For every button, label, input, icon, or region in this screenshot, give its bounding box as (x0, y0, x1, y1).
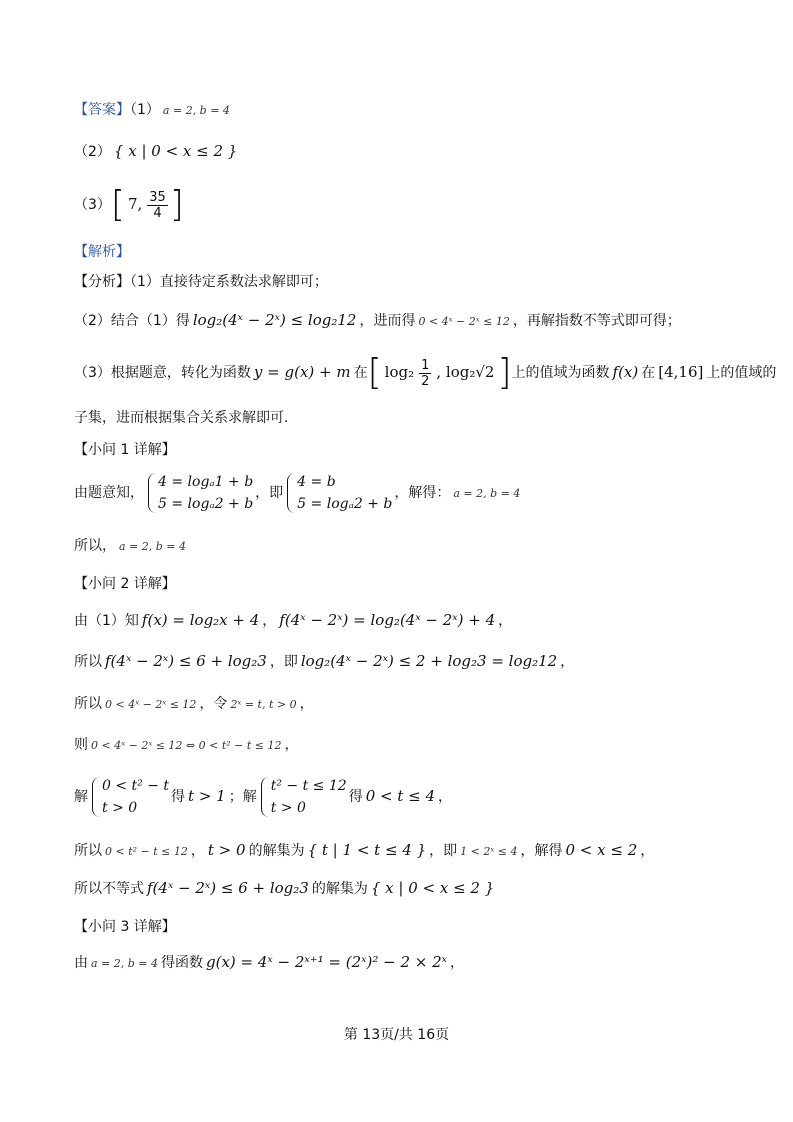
q1-line-2 (74, 536, 189, 557)
analysis-l3-text-b: 在 (353, 365, 368, 381)
analysis-line-2 (74, 310, 681, 332)
analysis-l3-close: ] (497, 352, 512, 393)
analysis-tag: 【解析】 (74, 244, 130, 260)
q2-l5-math-1: t > 1 (188, 787, 226, 805)
q1-system-1 (146, 471, 253, 515)
q2-l4-text-c: ， (284, 737, 299, 753)
q2-l5-text-b: 得 (171, 789, 186, 805)
analysis-l3-num: 1 (421, 357, 430, 373)
q2-sys3-row-1: 0 < t² − t (102, 778, 170, 794)
q2-sys4-row-2: t > 0 (270, 800, 306, 816)
answer-p2-math: { x | 0 < x ≤ 2 } (113, 142, 238, 160)
answer-p3-den: 4 (153, 205, 162, 221)
q2-sys3-row-2: t > 0 (102, 800, 138, 816)
analysis-line-3 (74, 352, 776, 393)
analysis-l2-text-a: （2）结合（1）得 (74, 313, 190, 329)
q2-l6-text-a: 所以 (74, 843, 102, 859)
q2-l3-text-c: ， (299, 696, 314, 712)
q1-l2-text-a: 所以， (74, 538, 116, 554)
answer-p3-label: （3） (74, 197, 111, 213)
analysis-l3-text-c: 上的值域为函数 (511, 365, 610, 381)
q1-system-2 (285, 471, 392, 515)
q1-l1-text-b: ，即 (255, 485, 284, 501)
q2-l7-text-b: 的解集为 (311, 881, 368, 897)
q2-line-1 (74, 610, 512, 631)
q2-l7-math-2: { x | 0 < x ≤ 2 } (370, 879, 495, 897)
q2-l2-math-2: log₂(4ˣ − 2ˣ) ≤ 2 + log₂3 = log₂12 (300, 652, 558, 670)
q2-line-6 (74, 840, 654, 862)
q2-l3-text-b: ，令 (199, 696, 228, 712)
answer-p3-fraction (147, 190, 168, 221)
page-footer: 第 13页/共 16页 (343, 1027, 450, 1043)
q2-l4-text-a: 则 (74, 737, 88, 753)
q2-l6-math-3: { t | 1 < t ≤ 4 } (307, 841, 427, 859)
analysis-l3-text-a: （3）根据题意，转化为函数 (74, 365, 251, 381)
q2-line-5 (74, 772, 452, 821)
q2-line-2 (74, 651, 574, 672)
q1-l1-math: a = 2, b = 4 (453, 487, 521, 500)
analysis-l3-text-d: 在 (641, 365, 656, 381)
answer-p3-close: ] (169, 184, 184, 225)
q2-l6-text-f: ， (640, 843, 655, 859)
analysis-l2-text-c: ，再解指数不等式即可得； (512, 313, 681, 329)
analysis-l2-math-2: 0 < 4ˣ − 2ˣ ≤ 12 (418, 315, 510, 328)
q2-l7-math-1: f(4ˣ − 2ˣ) ≤ 6 + log₂3 (147, 879, 309, 897)
analysis-l3-math-1: y = g(x) + m (253, 363, 351, 381)
q1-sys2-row-1: 4 = b (297, 474, 336, 490)
q3-l1-text-b: 得函数 (161, 955, 204, 971)
analysis-l3-open: [ (367, 352, 382, 393)
q2-l2-math-1: f(4ˣ − 2ˣ) ≤ 6 + log₂3 (105, 652, 267, 670)
q2-l7-text-a: 所以不等式 (74, 881, 144, 897)
q2-l6-math-1: 0 < t² − t ≤ 12 (105, 845, 188, 858)
q2-system-4 (259, 775, 347, 819)
q2-l5-text-a: 解 (74, 789, 88, 805)
q1-l1-text-a: 由题意知， (74, 485, 144, 501)
q1-sys1-row-1: 4 = logₐ1 + b (158, 474, 254, 490)
answer-p1-label: （1） (130, 102, 160, 118)
q2-l5-text-c: ；解 (228, 789, 257, 805)
q2-l6-math-4: 1 < 2ˣ ≤ 4 (460, 845, 518, 858)
analysis-l3-fraction (419, 358, 431, 389)
q3-l1-math-2: g(x) = 4ˣ − 2ˣ⁺¹ = (2ˣ)² − 2 × 2ˣ (206, 953, 447, 971)
answer-tag: 【答案】 (74, 102, 130, 118)
q2-line-7 (74, 878, 497, 899)
q3-tag: 【小问 3 详解】 (74, 919, 176, 935)
answer-p3-num: 35 (149, 189, 166, 205)
answer-p3-open: [ (110, 184, 125, 225)
answer-p2-label: （2） (74, 144, 111, 160)
fenxi-text: （1）直接待定系数法求解即可； (130, 274, 328, 290)
q2-l2-text-c: ， (560, 654, 575, 670)
q2-l2-text-a: 所以 (74, 654, 102, 670)
q1-l2-math: a = 2, b = 4 (119, 540, 187, 553)
analysis-l3-math-2: f(x) (612, 363, 639, 381)
answer-line-3 (74, 184, 184, 225)
analysis-line-4: 子集，进而根据集合关系求解即可. (74, 410, 289, 426)
answer-p3-a: 7, (127, 195, 143, 213)
q2-line-3 (74, 694, 314, 715)
q1-sys1-row-2: 5 = logₐ2 + b (158, 496, 254, 512)
q2-l1-text-c: ， (498, 613, 513, 629)
analysis-l3-den: 2 (421, 373, 430, 389)
q2-l5-text-d: 得 (348, 789, 363, 805)
q1-sys2-row-2: 5 = logₐ2 + b (297, 496, 393, 512)
q3-l1-text-a: 由 (74, 955, 88, 971)
q3-l1-math-1: a = 2, b = 4 (91, 957, 159, 970)
analysis-l3-rest: , log₂√2 (436, 363, 495, 381)
q2-l6-math-5: 0 < x ≤ 2 (565, 841, 638, 859)
q2-tag: 【小问 2 详解】 (74, 576, 176, 592)
q2-l6-text-d: ，即 (429, 843, 458, 859)
q2-l6-text-b: ， (190, 843, 205, 859)
answer-line-2 (74, 141, 240, 162)
analysis-l2-math-1: log₂(4ˣ − 2ˣ) ≤ log₂12 (192, 311, 357, 329)
q2-l5-math-2: 0 < t ≤ 4 (365, 787, 436, 805)
q2-l6-math-2: t > 0 (207, 841, 246, 859)
q2-sys4-row-1: t² − t ≤ 12 (270, 778, 347, 794)
q2-line-4 (74, 735, 299, 756)
q2-l6-text-c: 的解集为 (248, 843, 305, 859)
analysis-l3-math-3: [4,16] (658, 363, 704, 381)
fenxi-tag: 【分析】 (74, 274, 130, 290)
q3-line-1 (74, 952, 464, 974)
q1-tag: 【小问 1 详解】 (74, 442, 176, 458)
q2-l4-math: 0 < 4ˣ − 2ˣ ≤ 12 ⇔ 0 < t² − t ≤ 12 (91, 739, 282, 752)
answer-p1-math: a = 2, b = 4 (162, 104, 230, 117)
q2-l1-math-2: f(4ˣ − 2ˣ) = log₂(4ˣ − 2ˣ) + 4 (279, 611, 496, 629)
q1-line-1 (74, 470, 523, 517)
q1-l1-text-c: ，解得： (394, 485, 451, 501)
q2-l1-text-b: ， (262, 613, 277, 629)
q2-l3-text-a: 所以 (74, 696, 102, 712)
q2-l1-math-1: f(x) = log₂x + 4 (141, 611, 260, 629)
analysis-l3-text-e: 上的值域的 (706, 365, 777, 381)
q2-l1-text-a: 由（1）知 (74, 613, 139, 629)
q2-l2-text-b: ，即 (269, 654, 298, 670)
q2-l3-math-1: 0 < 4ˣ − 2ˣ ≤ 12 (105, 698, 197, 711)
answer-line-1 (74, 100, 233, 121)
analysis-l3-log: log₂ (384, 363, 415, 381)
q2-l3-math-2: 2ˣ = t, t > 0 (230, 698, 297, 711)
q2-l6-text-e: ，解得 (520, 843, 563, 859)
q2-system-3 (90, 775, 169, 819)
analysis-line-1 (74, 272, 328, 292)
analysis-l2-text-b: ，进而得 (359, 313, 416, 329)
q2-l5-text-e: ， (438, 789, 453, 805)
q3-l1-text-c: ， (449, 955, 464, 971)
